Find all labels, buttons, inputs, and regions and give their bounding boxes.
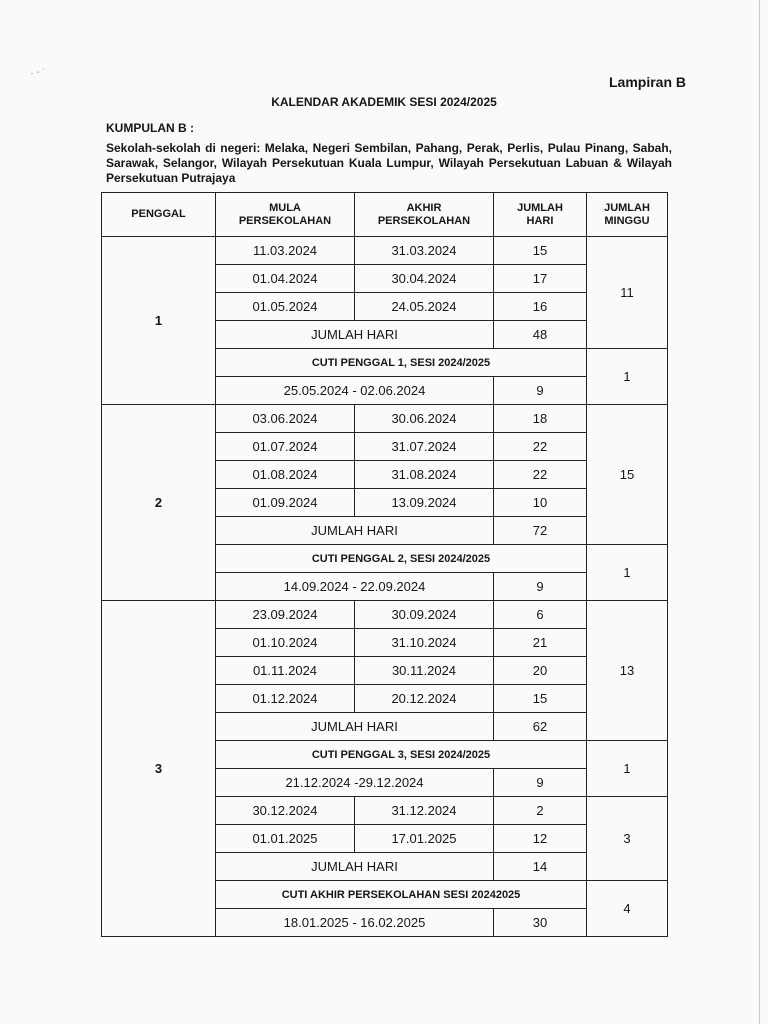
start-date: 23.09.2024 (216, 601, 355, 629)
day-count: 15 (494, 685, 587, 713)
day-count: 22 (494, 433, 587, 461)
day-count: 20 (494, 657, 587, 685)
table-row (102, 237, 668, 265)
start-date: 01.01.2025 (216, 825, 355, 853)
week-count: 13 (587, 601, 668, 741)
academic-calendar-table (101, 192, 668, 937)
break-range: 14.09.2024 - 22.09.2024 (216, 573, 494, 601)
week-count: 15 (587, 405, 668, 545)
header-jumlah-minggu: JUMLAH MINGGU (587, 193, 668, 237)
start-date: 01.08.2024 (216, 461, 355, 489)
break-days: 9 (494, 377, 587, 405)
end-date: 31.07.2024 (355, 433, 494, 461)
scan-speck: ·‧˙ (30, 66, 48, 80)
start-date: 11.03.2024 (216, 237, 355, 265)
document-title: KALENDAR AKADEMIK SESI 2024/2025 (271, 95, 497, 109)
break-range: 25.05.2024 - 02.06.2024 (216, 377, 494, 405)
start-date: 01.09.2024 (216, 489, 355, 517)
break-title: CUTI PENGGAL 2, SESI 2024/2025 (216, 545, 587, 573)
break-weeks: 1 (587, 349, 668, 405)
day-count: 10 (494, 489, 587, 517)
start-date: 01.04.2024 (216, 265, 355, 293)
break-weeks: 1 (587, 741, 668, 797)
end-date: 17.01.2025 (355, 825, 494, 853)
start-date: 01.07.2024 (216, 433, 355, 461)
total-label: JUMLAH HARI (216, 517, 494, 545)
end-date: 31.08.2024 (355, 461, 494, 489)
break-days: 30 (494, 909, 587, 937)
term-3-label: 3 (102, 601, 216, 937)
table-row (102, 601, 668, 629)
end-date: 30.04.2024 (355, 265, 494, 293)
header-akhir: AKHIR PERSEKOLAHAN (355, 193, 494, 237)
day-count: 18 (494, 405, 587, 433)
page-edge-line (759, 0, 760, 1024)
total-label: JUMLAH HARI (216, 713, 494, 741)
break-range: 18.01.2025 - 16.02.2025 (216, 909, 494, 937)
end-date: 31.10.2024 (355, 629, 494, 657)
break-title: CUTI PENGGAL 3, SESI 2024/2025 (216, 741, 587, 769)
header-jumlah-hari: JUMLAH HARI (494, 193, 587, 237)
end-date: 30.09.2024 (355, 601, 494, 629)
break-weeks: 1 (587, 545, 668, 601)
end-date: 31.03.2024 (355, 237, 494, 265)
day-count: 6 (494, 601, 587, 629)
start-date: 01.12.2024 (216, 685, 355, 713)
table-row (102, 405, 668, 433)
appendix-label: Lampiran B (608, 74, 686, 90)
break-range: 21.12.2024 -29.12.2024 (216, 769, 494, 797)
header-mula: MULA PERSEKOLAHAN (216, 193, 355, 237)
day-count: 16 (494, 293, 587, 321)
day-count: 12 (494, 825, 587, 853)
break-days: 9 (494, 573, 587, 601)
start-date: 01.10.2024 (216, 629, 355, 657)
start-date: 01.05.2024 (216, 293, 355, 321)
day-count: 22 (494, 461, 587, 489)
end-date: 20.12.2024 (355, 685, 494, 713)
break-weeks: 4 (587, 881, 668, 937)
week-count: 11 (587, 237, 668, 349)
break-title: CUTI PENGGAL 1, SESI 2024/2025 (216, 349, 587, 377)
end-date: 30.11.2024 (355, 657, 494, 685)
day-count: 21 (494, 629, 587, 657)
day-count: 2 (494, 797, 587, 825)
start-date: 01.11.2024 (216, 657, 355, 685)
start-date: 03.06.2024 (216, 405, 355, 433)
total-label: JUMLAH HARI (216, 853, 494, 881)
total-days: 14 (494, 853, 587, 881)
total-days: 62 (494, 713, 587, 741)
final-break-title: CUTI AKHIR PERSEKOLAHAN SESI 20242025 (216, 881, 587, 909)
break-days: 9 (494, 769, 587, 797)
term-2-label: 2 (102, 405, 216, 601)
group-label: KUMPULAN B : (106, 121, 194, 135)
day-count: 15 (494, 237, 587, 265)
total-days: 72 (494, 517, 587, 545)
term-1-label: 1 (102, 237, 216, 405)
end-date: 31.12.2024 (355, 797, 494, 825)
end-date: 24.05.2024 (355, 293, 494, 321)
week-count: 3 (587, 797, 668, 881)
table-header-row (102, 193, 668, 237)
total-label: JUMLAH HARI (216, 321, 494, 349)
start-date: 30.12.2024 (216, 797, 355, 825)
end-date: 13.09.2024 (355, 489, 494, 517)
end-date: 30.06.2024 (355, 405, 494, 433)
total-days: 48 (494, 321, 587, 349)
header-penggal: PENGGAL (102, 193, 216, 237)
intro-paragraph: Sekolah-sekolah di negeri: Melaka, Negeri Sembilan, Pahang, Perak, Perlis, Pulau Pinang, Sabah, Sarawak, Selangor, Wilayah Persekutuan Kuala Lumpur, Wilayah Persekutuan Labuan & Wilayah Persekutuan Putrajaya (106, 141, 672, 185)
day-count: 17 (494, 265, 587, 293)
